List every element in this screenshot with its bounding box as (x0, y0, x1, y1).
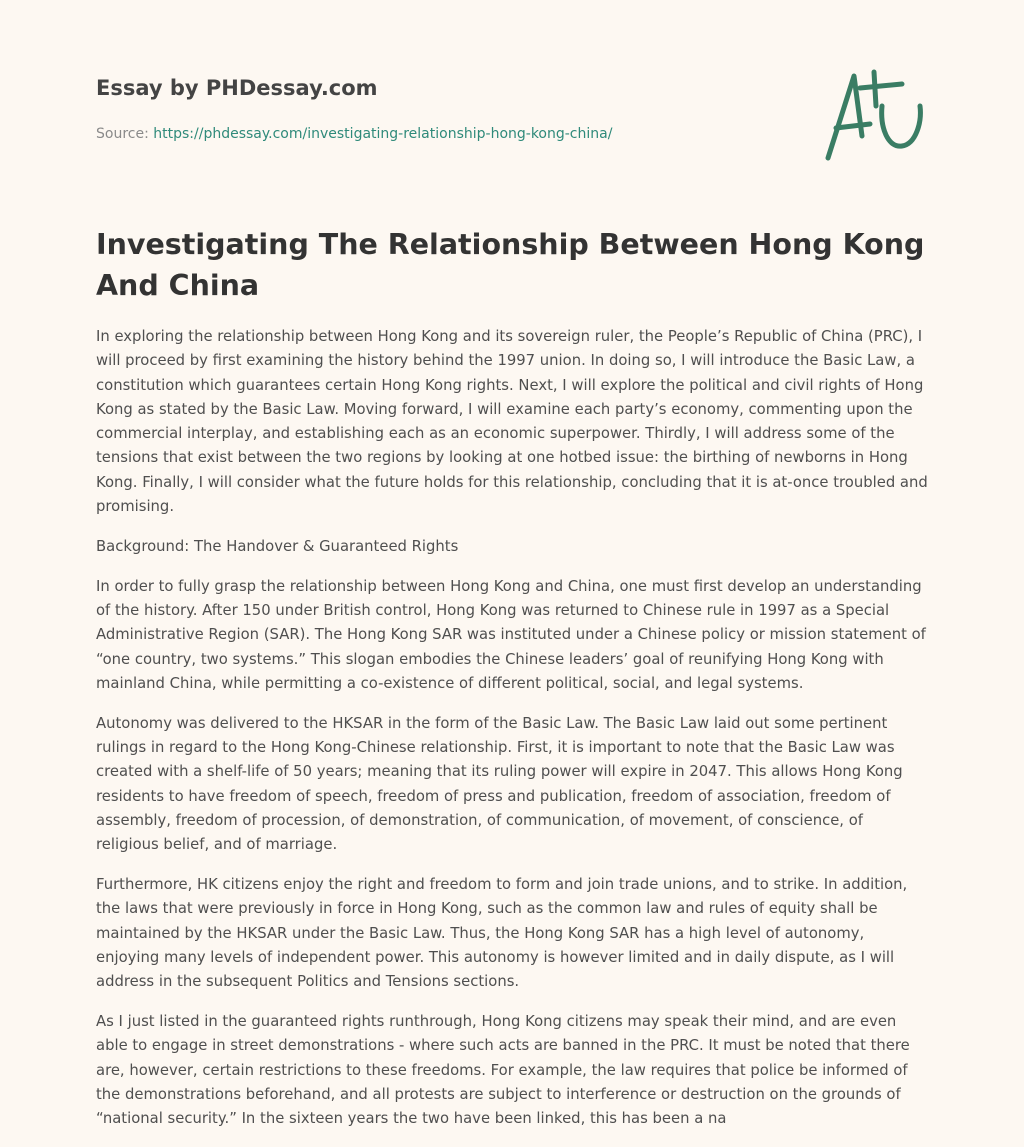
source-line (96, 126, 612, 142)
paragraph-history: In order to fully grasp the relationship between Hong Kong and China, one must first develop an understanding of the history. After 150 under British control, Hong Kong was returned to Chinese rule in 1997 as a Special Administrative Region (SAR). The Hong Kong SAR was instituted under a Chinese policy or mission statement of “one country, two systems.” This slogan embodies the Chinese leaders’ goal of reunifying Hong Kong with mainland China, while permitting a co-existence of different political, social, and legal systems. (96, 577, 926, 692)
essay-title: Investigating The Relationship Between Hong Kong And China (96, 228, 925, 302)
paragraph-intro: In exploring the relationship between Hong Kong and its sovereign ruler, the People’s Republic of China (PRC), I will proceed by first examining the history behind the 1997 union. In doing so, I will introduce the Basic Law, a constitution which guarantees certain Hong Kong rights. Next, I will explore the political and civil rights of Hong Kong as stated by the Basic Law. Moving forward, I will examine each party’s economy, commenting upon the commercial interplay, and establishing each as an economic superpower. Thirdly, I will address some of the tensions that exist between the two regions by looking at one hotbed issue: the birthing of newborns in Hong Kong. Finally, I will consider what the future holds for this relationship, concluding that it is at-once troubled and promising. (96, 328, 928, 516)
a-plus-logo-icon (822, 66, 932, 166)
page-header (96, 76, 928, 142)
paragraph-basic-law: Autonomy was delivered to the HKSAR in the form of the Basic Law. The Basic Law laid out some pertinent rulings in regard to the Hong Kong-Chinese relationship. First, it is important to note that the Basic Law was created with a shelf-life of 50 years; meaning that its ruling power will expire in 2047. This allows Hong Kong residents to have freedom of speech, freedom of press and publication, freedom of association, freedom of assembly, freedom of procession, of demonstration, of communication, of movement, of conscience, of religious belief, and of marriage. (96, 714, 903, 854)
source-link[interactable]: https://phdessay.com/investigating-relationship-hong-kong-china/ (153, 126, 613, 142)
source-label: Source: (96, 126, 149, 142)
paragraph-restrictions: As I just listed in the guaranteed rights runthrough, Hong Kong citizens may speak their mind, and are even able to engage in street demonstrations - where such acts are banned in the PRC. It must be noted that there are, however, certain restrictions to these freedoms. For example, the law requires that police be informed of the demonstrations beforehand, and all protests are subject to interference or destruction on the grounds of “national security.” In the sixteen years the two have been linked, this has been a na (96, 1012, 910, 1128)
essay-body (96, 325, 930, 1147)
paragraph-autonomy: Furthermore, HK citizens enjoy the right and freedom to form and join trade unions, and to strike. In addition, the laws that were previously in force in Hong Kong, such as the common law and rules of equity shall be maintained by the HKSAR under the Basic Law. Thus, the Hong Kong SAR has a high level of autonomy, enjoying many levels of independent power. This autonomy is however limited and in daily dispute, as I will address in the subsequent Politics and Tensions sections. (96, 875, 908, 991)
section-heading-background: Background: The Handover & Guaranteed Rights (96, 537, 459, 555)
site-brand: Essay by PHDessay.com (96, 76, 378, 100)
